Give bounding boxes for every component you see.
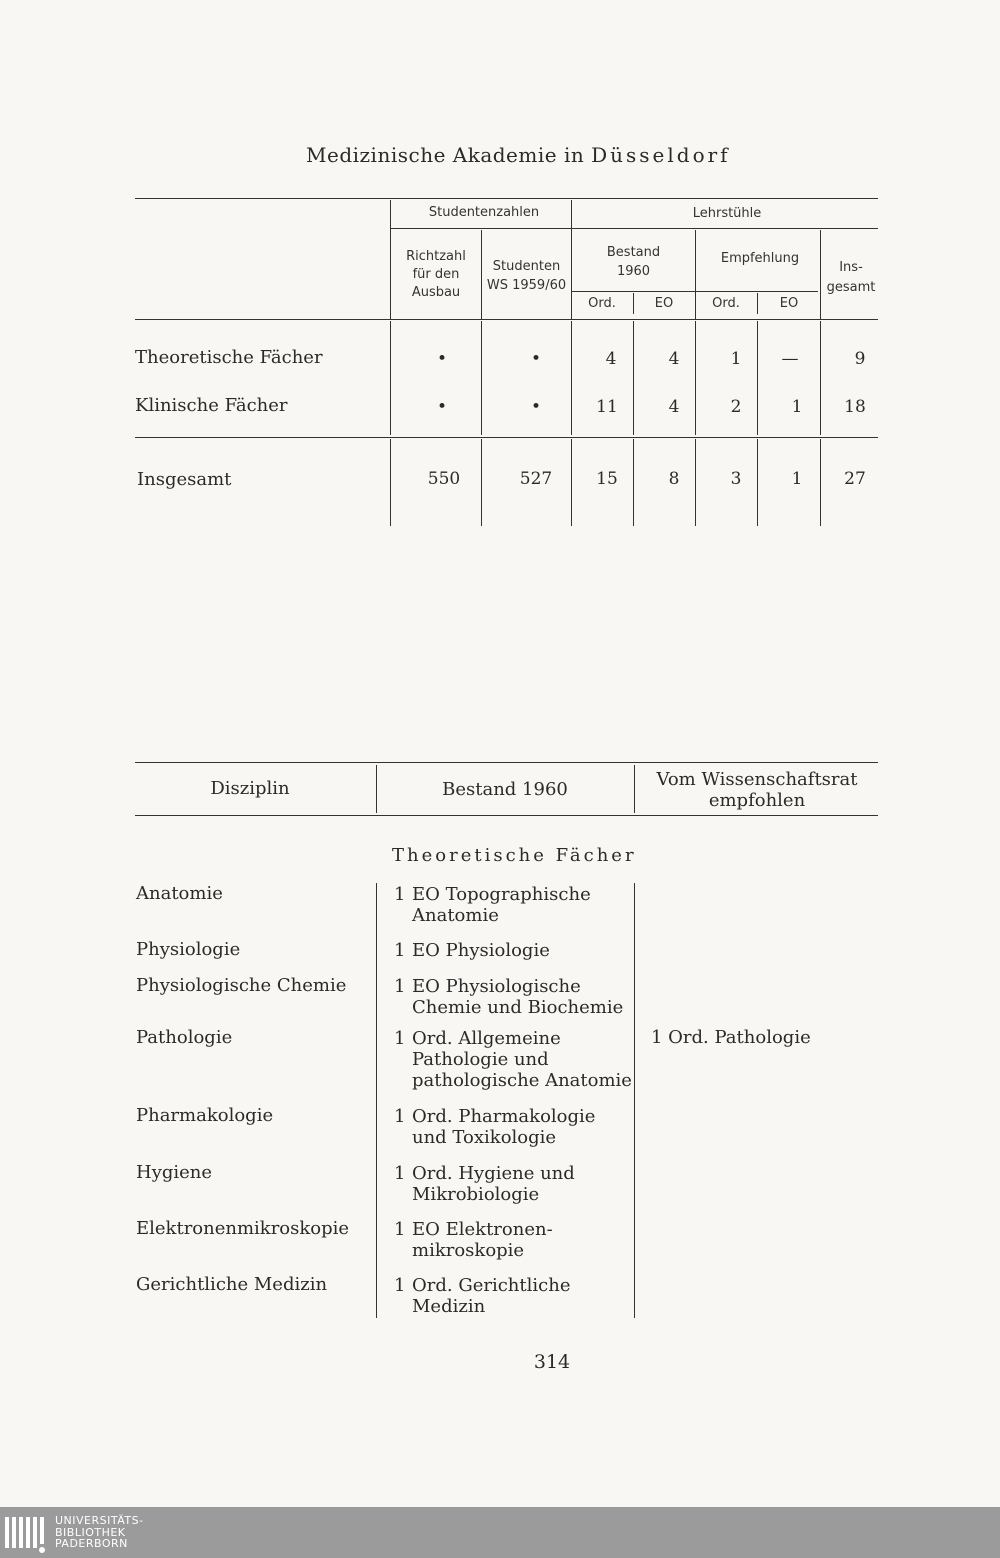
table-cell: 8 [668,469,680,489]
bestand-text: EO Elektronen- mikroskopie [412,1219,553,1261]
page-title [306,143,731,167]
header-richtzahl: Richtzahl für den Ausbau [406,249,466,300]
discipline-name: Physiologie [136,939,241,960]
bestand-text: Ord. Hygiene und Mikrobiologie [412,1163,575,1205]
header-bestand-1960: Bestand 1960 [606,245,661,279]
table-cell: 3 [730,469,742,489]
bestand-number: 1 [394,1275,406,1296]
row-label: Theoretische Fächer [135,347,323,368]
bestand-text: Ord. Allgemeine Pathologie und pathologische Anatomie [412,1028,632,1091]
discipline-name: Pathologie [136,1027,233,1048]
table-cell: 1 [791,469,803,489]
table-cell: 27 [844,469,866,489]
header-studenten-ws: Studenten WS 1959/60 [486,259,567,293]
table-cell: 4 [668,397,680,417]
table-cell: • [436,349,448,369]
table-cell: 15 [596,469,618,489]
row-label-total: Insgesamt [137,469,232,490]
header-insgesamt: Ins- gesamt [826,260,876,295]
table-cell: 9 [854,349,866,369]
table-cell: • [530,397,542,417]
bestand-number: 1 [394,884,406,905]
discipline-name: Elektronenmikroskopie [136,1218,350,1239]
title-city: Düsseldorf [591,143,731,167]
empfohlen-text: 1 Ord. Pathologie [651,1027,811,1048]
title-prefix: Medizinische Akademie in [306,143,585,167]
table-cell: 4 [668,349,680,369]
bestand-text: EO Topographische Anatomie [412,884,591,926]
bestand-number: 1 [394,1028,406,1049]
table-cell: — [781,349,799,369]
header-disziplin: Disziplin [210,778,290,799]
row-label: Klinische Fächer [135,395,288,416]
bestand-number: 1 [394,940,406,961]
sub-header-ord: Ord. [712,296,740,311]
discipline-name: Hygiene [136,1162,213,1183]
section-heading: Theoretische Fächer [392,845,637,866]
library-footer [0,1507,1000,1558]
table-cell: • [530,349,542,369]
header-studentenzahlen: Studentenzahlen [428,205,540,220]
table-cell: 1 [730,349,742,369]
discipline-name: Gerichtliche Medizin [136,1274,328,1295]
table-cell: 550 [427,469,461,489]
header-empfohlen: Vom Wissenschaftsrat empfohlen [656,769,858,811]
bestand-text: EO Physiologie [412,940,550,961]
bestand-number: 1 [394,1106,406,1127]
table-cell: 18 [844,397,866,417]
bestand-number: 1 [394,1219,406,1240]
bestand-text: Ord. Gerichtliche Medizin [412,1275,571,1317]
table-cell: • [436,397,448,417]
header-bestand: Bestand 1960 [442,779,568,800]
header-lehrstuehle: Lehrstühle [692,206,762,221]
discipline-name: Physiologische Chemie [136,975,347,996]
sub-header-ord: Ord. [588,296,616,311]
table-cell: 4 [605,349,617,369]
bestand-number: 1 [394,1163,406,1184]
bestand-number: 1 [394,976,406,997]
table-cell: 1 [791,397,803,417]
table-cell: 11 [596,397,618,417]
sub-header-eo: EO [779,296,799,311]
bestand-text: Ord. Pharmakologie und Toxikologie [412,1106,596,1148]
table-cell: 527 [519,469,553,489]
sub-header-eo: EO [654,296,674,311]
discipline-name: Pharmakologie [136,1105,274,1126]
table-cell: 2 [730,397,742,417]
discipline-name: Anatomie [136,883,223,904]
page-number: 314 [533,1351,571,1373]
bestand-text: EO Physiologische Chemie und Biochemie [412,976,624,1018]
library-name: UNIVERSITÄTS- BIBLIOTHEK PADERBORN [55,1514,144,1550]
header-empfehlung: Empfehlung [720,251,800,266]
